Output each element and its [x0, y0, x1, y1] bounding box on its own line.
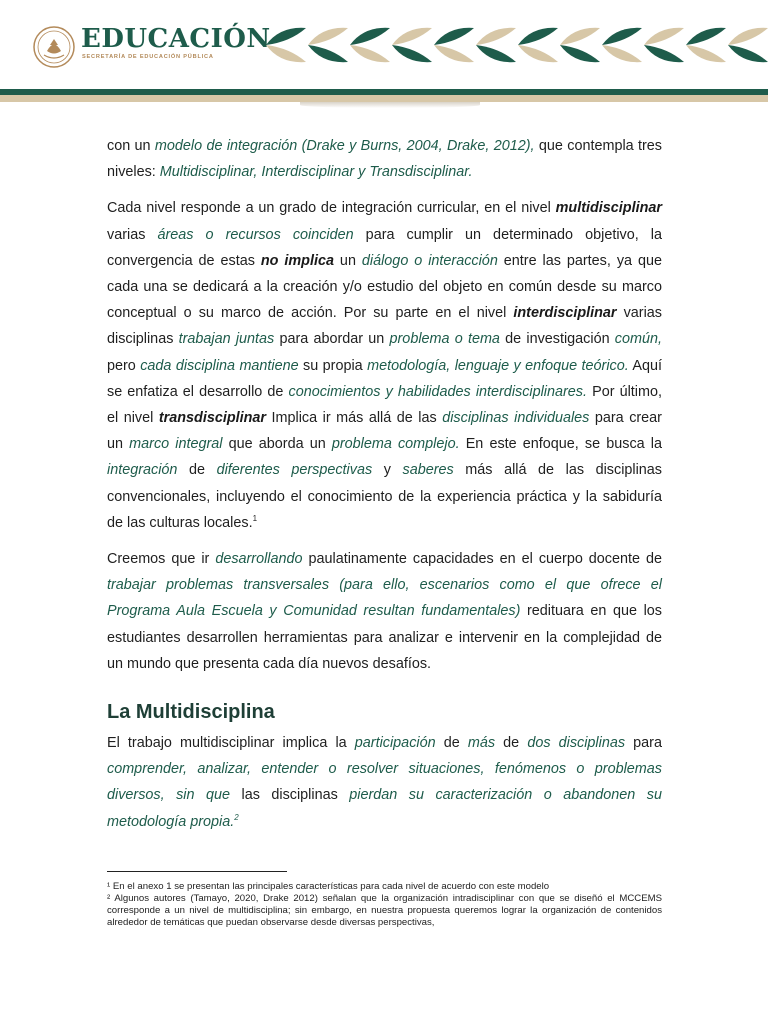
text-run: Aquí se enfatiza el desarrollo de [107, 357, 662, 400]
emphasis: metodología, lenguaje y enfoque teórico. [367, 357, 629, 374]
emphasis: pierdan su caracterización o abandonen su metodología propia. [107, 787, 662, 830]
laurel-leaf-icon [350, 45, 390, 62]
paragraph-4 [107, 730, 662, 835]
text-run: para [625, 735, 662, 752]
text-run: para crear un [107, 410, 662, 453]
header-shadow [300, 102, 480, 108]
laurel-leaf-icon [434, 45, 474, 62]
emphasis: trabajan juntas [178, 331, 275, 348]
text-run: entre las partes, ya que cada una se dedicará a la creación y/o estudio del objeto en común desde su marco conceptual o su marco de acción. Por su parte en el nivel [107, 252, 662, 322]
laurel-leaf-icon [518, 45, 558, 62]
bold-term: interdisciplinar [513, 305, 617, 322]
text-run: varias [107, 226, 158, 243]
text-run: Cada nivel responde a un grado de integración curricular, en el nivel [107, 200, 556, 217]
laurel-leaf-icon [686, 28, 726, 45]
emphasis: desarrollando [215, 551, 303, 568]
text-run: de [435, 735, 468, 752]
emphasis: saberes [402, 462, 454, 479]
text-run: que contempla tres niveles: [107, 138, 662, 181]
text-run: de [495, 735, 528, 752]
document-body [107, 133, 662, 845]
laurel-leaf-icon [266, 28, 306, 45]
laurel-leaf-icon [560, 28, 600, 45]
text-run: Implica ir más allá de las [266, 410, 443, 427]
text-run: las disciplinas [230, 787, 350, 804]
paragraph-1 [107, 133, 662, 185]
emphasis: Multidisciplinar, Interdisciplinar y Transdisciplinar. [159, 164, 473, 181]
laurel-leaf-icon [602, 45, 642, 62]
laurel-ornament-icon [258, 22, 768, 68]
laurel-leaf-icon [266, 45, 306, 62]
text-run: y [372, 462, 403, 479]
text-run: un [333, 252, 362, 269]
laurel-leaf-icon [392, 45, 432, 62]
text-run: de [177, 462, 217, 479]
laurel-leaf-icon [308, 45, 348, 62]
text-run: pero [107, 357, 141, 374]
bold-term: transdisciplinar [158, 410, 267, 427]
footnotes [107, 881, 662, 929]
text-run: Por último, el nivel [107, 383, 662, 427]
text-run: de investigación [499, 331, 615, 348]
brand-subtitle: SECRETARÍA DE EDUCACIÓN PÚBLICA [82, 54, 214, 60]
footnote-1: ¹ En el anexo 1 se presentan las principales características para cada nivel de acuerdo con este modelo [107, 881, 550, 892]
emphasis: disciplinas individuales [442, 410, 590, 427]
emphasis: dos disciplinas [527, 735, 626, 752]
emphasis: problema o tema [389, 331, 500, 348]
page-header [0, 0, 768, 110]
text-run: El trabajo multidisciplinar implica la [107, 735, 355, 752]
emphasis: comprender, analizar, entender o resolver situaciones, fenómenos o problemas diversos, sin que [107, 761, 662, 804]
text-run: varias disciplinas [107, 305, 662, 348]
emphasis: diálogo o interacción [361, 252, 498, 269]
laurel-leaf-icon [686, 45, 726, 62]
text-run: redituara en que los estudiantes desarrollen herramientas para analizar e intervenir en la complejidad de un mundo que presenta cada día nuevos desafíos. [107, 603, 662, 672]
laurel-leaf-icon [392, 28, 432, 45]
footnote-divider [107, 871, 287, 872]
laurel-leaf-icon [350, 28, 390, 45]
laurel-leaf-icon [560, 45, 600, 62]
emphasis: participación [354, 735, 436, 752]
emphasis: cada disciplina mantiene [140, 357, 299, 374]
emphasis: marco integral [129, 436, 223, 453]
paragraph-3 [107, 546, 662, 677]
emphasis: común, [614, 331, 662, 348]
section-heading: La Multidisciplina [107, 701, 275, 724]
footnote-ref[interactable]: 1 [252, 514, 258, 524]
text-run: Creemos que ir [107, 551, 216, 568]
bold-term: no implica [260, 252, 334, 269]
laurel-leaf-icon [308, 28, 348, 45]
laurel-leaf-icon [602, 28, 642, 45]
text-run: con un [107, 138, 155, 154]
laurel-leaf-icon [434, 28, 474, 45]
emphasis: modelo de integración (Drake y Burns, 2004, Drake, 2012), [154, 138, 535, 154]
text-run: En este enfoque, se busca la [459, 436, 663, 453]
footnote-ref[interactable]: 2 [234, 812, 239, 822]
emphasis: conocimientos y habilidades interdisciplinares. [288, 383, 587, 400]
laurel-leaf-icon [728, 28, 768, 45]
text-run: su propia [298, 357, 368, 374]
footnote-2: ² Algunos autores (Tamayo, 2020, Drake 2012) señalan que la organización intradisciplinar con que se diseñó el MCCEMS corresponde a un nivel de multidisciplina; sin embargo, en nuestra propuesta queremos lograr la organización de contenidos alrededor de temáticas que puedan observarse desde diversas perspectivas, [107, 893, 662, 928]
emphasis: trabajar problemas transversales (para ello, escenarios como el que ofrece el Programa Aula Escuela y Comunidad resultan fundamentales) [107, 577, 662, 620]
text-run: que aborda un [222, 436, 332, 453]
national-seal-icon [33, 26, 75, 68]
laurel-leaf-icon [518, 28, 558, 45]
laurel-leaf-icon [644, 28, 684, 45]
laurel-leaf-icon [644, 45, 684, 62]
header-band-gold [0, 95, 768, 102]
text-run: más allá de las disciplinas convencionales, incluyendo el conocimiento de la experiencia práctica y la sabiduría de las culturas locales. [107, 462, 662, 531]
laurel-leaf-icon [476, 45, 516, 62]
text-run: para abordar un [274, 331, 390, 348]
emphasis: integración [107, 462, 178, 479]
text-run: paulatinamente capacidades en el cuerpo docente de [302, 551, 662, 568]
laurel-leaf-icon [476, 28, 516, 45]
emphasis: más [467, 735, 496, 752]
bold-term: multidisciplinar [555, 200, 662, 217]
brand-title: EDUCACIÓN [81, 24, 271, 54]
emphasis: problema complejo. [331, 436, 460, 453]
laurel-leaf-icon [728, 45, 768, 62]
emphasis: áreas o recursos coinciden [157, 226, 354, 243]
paragraph-2 [107, 195, 662, 536]
text-run: para cumplir un determinado objetivo, la convergencia de estas [107, 226, 662, 269]
emphasis: diferentes perspectivas [216, 462, 373, 479]
